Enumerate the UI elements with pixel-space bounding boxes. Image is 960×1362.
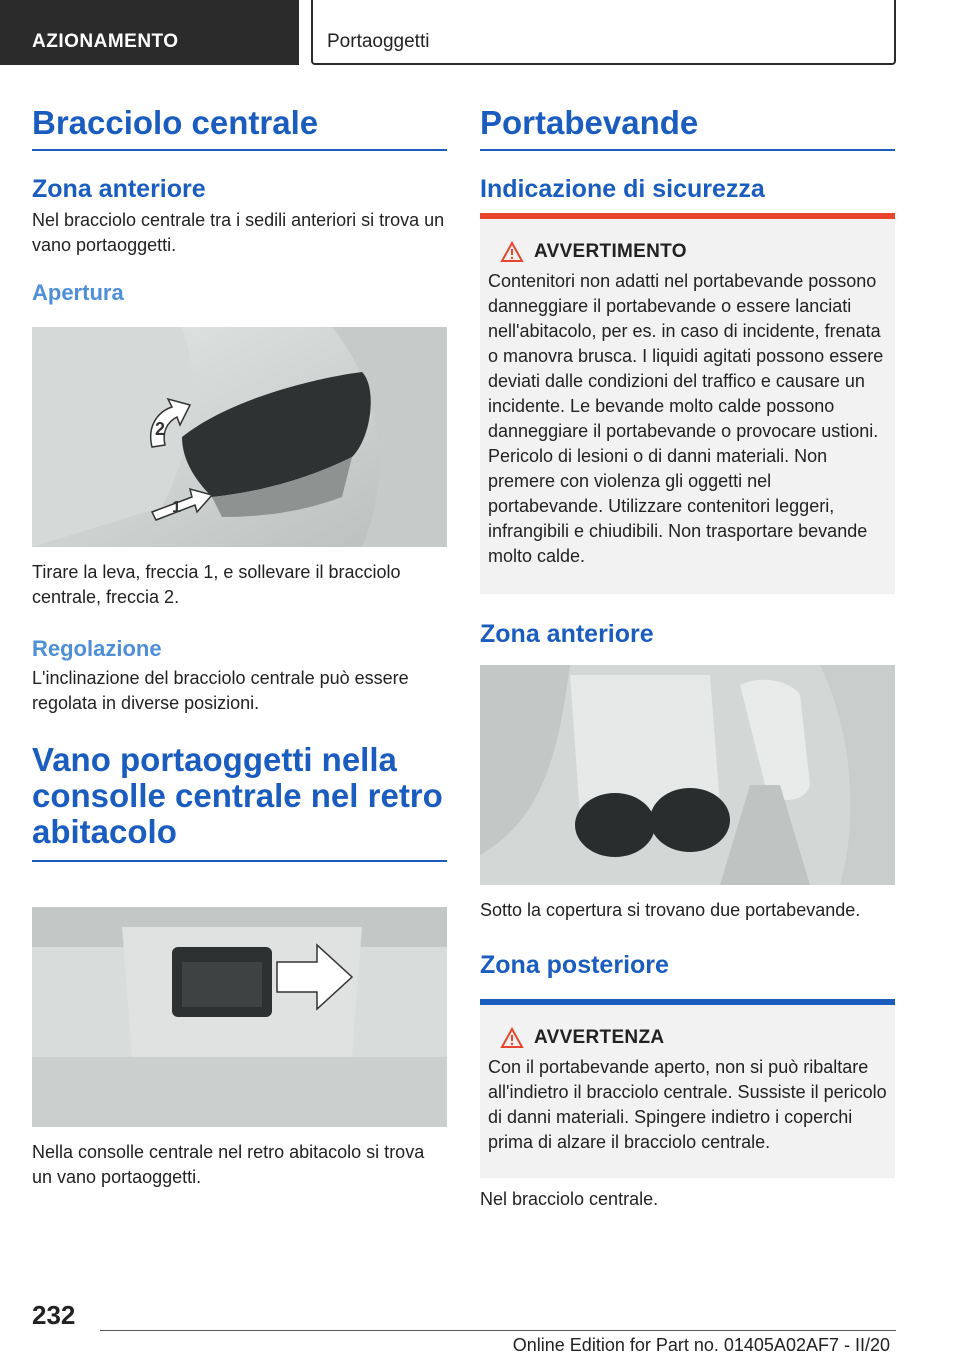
- page-number: 232: [32, 1300, 76, 1330]
- notice-header: [500, 1027, 887, 1049]
- left-column-bottom: [32, 1140, 447, 1190]
- image-caption: Sotto la copertura si trovano due portabevande.: [480, 900, 861, 920]
- paragraph: Nel bracciolo centrale tra i sedili anteriori si trova un vano portaoggetti.: [32, 210, 445, 255]
- subsection-heading: Zona anteriore: [480, 620, 654, 648]
- right-column-mid2: [480, 898, 895, 980]
- notice-box: [480, 999, 895, 1178]
- warning-header: [500, 241, 887, 263]
- subsection-heading: Zona anteriore: [32, 175, 206, 203]
- section-title-wrap: [32, 742, 447, 862]
- notice-title: AVVERTENZA: [534, 1027, 665, 1048]
- topic-label: Portaoggetti: [327, 31, 430, 52]
- warning-text: Contenitori non adatti nel portabevande possono danneggiare il portabevande o essere lanciati nell'abitacolo, per es. in caso di incidente, frenata o manovra brusca. I liquidi agitati possono essere deviati dalle condizioni del traffico e causare un incidente. Le bevande molto calde possono danneggiare il portabevande o provocare ustioni. Pericolo di lesioni o di danni materiali. Non premere con violenza gli oggetti nel portabevande. Utilizzare contenitori leggeri, infrangibili e chiudibili. Non trasportare bevande molto calde.: [488, 271, 884, 566]
- section-title: Vano portaoggetti nella consolle centrale nel retro abitacolo: [32, 741, 443, 850]
- paragraph: L'inclinazione del bracciolo centrale può essere regolata in diverse posizioni.: [32, 668, 409, 713]
- footer-divider: [100, 1330, 896, 1331]
- right-column-mid: [480, 620, 895, 649]
- image-caption: Tirare la leva, freccia 1, e sollevare il bracciolo centrale, freccia 2.: [32, 562, 401, 607]
- warning-triangle-icon: [500, 1027, 524, 1049]
- chapter-tab: [0, 0, 299, 65]
- warning-box: [480, 213, 895, 594]
- armrest-image: [32, 327, 447, 547]
- left-column: [32, 105, 447, 306]
- right-column: [480, 105, 895, 204]
- subheading-opening: Apertura: [32, 280, 124, 305]
- rear-console-image: [32, 907, 447, 1127]
- notice-bar: [480, 999, 895, 1005]
- image-caption: Nella consolle centrale nel retro abitacolo si trova un vano portaoggetti.: [32, 1142, 425, 1187]
- cupholder-image: [480, 665, 895, 885]
- arrow-2-label: 2: [155, 419, 166, 439]
- notice-text: Con il portabevande aperto, non si può ribaltare all'indietro il bracciolo centrale. Sussiste il pericolo di danni materiali. Spingere indietro i coperchi prima di alzare il bracciolo centrale.: [488, 1057, 887, 1152]
- left-column-mid: [32, 560, 447, 862]
- subsection-heading: Indicazione di sicurezza: [480, 175, 765, 203]
- paragraph: Nel bracciolo centrale.: [480, 1189, 659, 1209]
- arrow-1-label: 1: [172, 499, 181, 516]
- warning-triangle-icon: [500, 241, 524, 263]
- right-column-bottom: [480, 1187, 895, 1212]
- subsection-heading: Zona posteriore: [480, 951, 669, 979]
- section-title-wrap: [480, 105, 895, 151]
- section-title-wrap: [32, 105, 447, 151]
- warning-title: AVVERTIMENTO: [534, 241, 687, 262]
- edition-text: Online Edition for Part no. 01405A02AF7 - II/20: [512, 1335, 890, 1355]
- warning-bar: [480, 213, 895, 219]
- section-title: Bracciolo centrale: [32, 104, 319, 141]
- chapter-label: AZIONAMENTO: [32, 31, 179, 52]
- topic-tab: [311, 0, 896, 65]
- section-title: Portabevande: [480, 104, 699, 141]
- subheading-adjust: Regolazione: [32, 636, 162, 661]
